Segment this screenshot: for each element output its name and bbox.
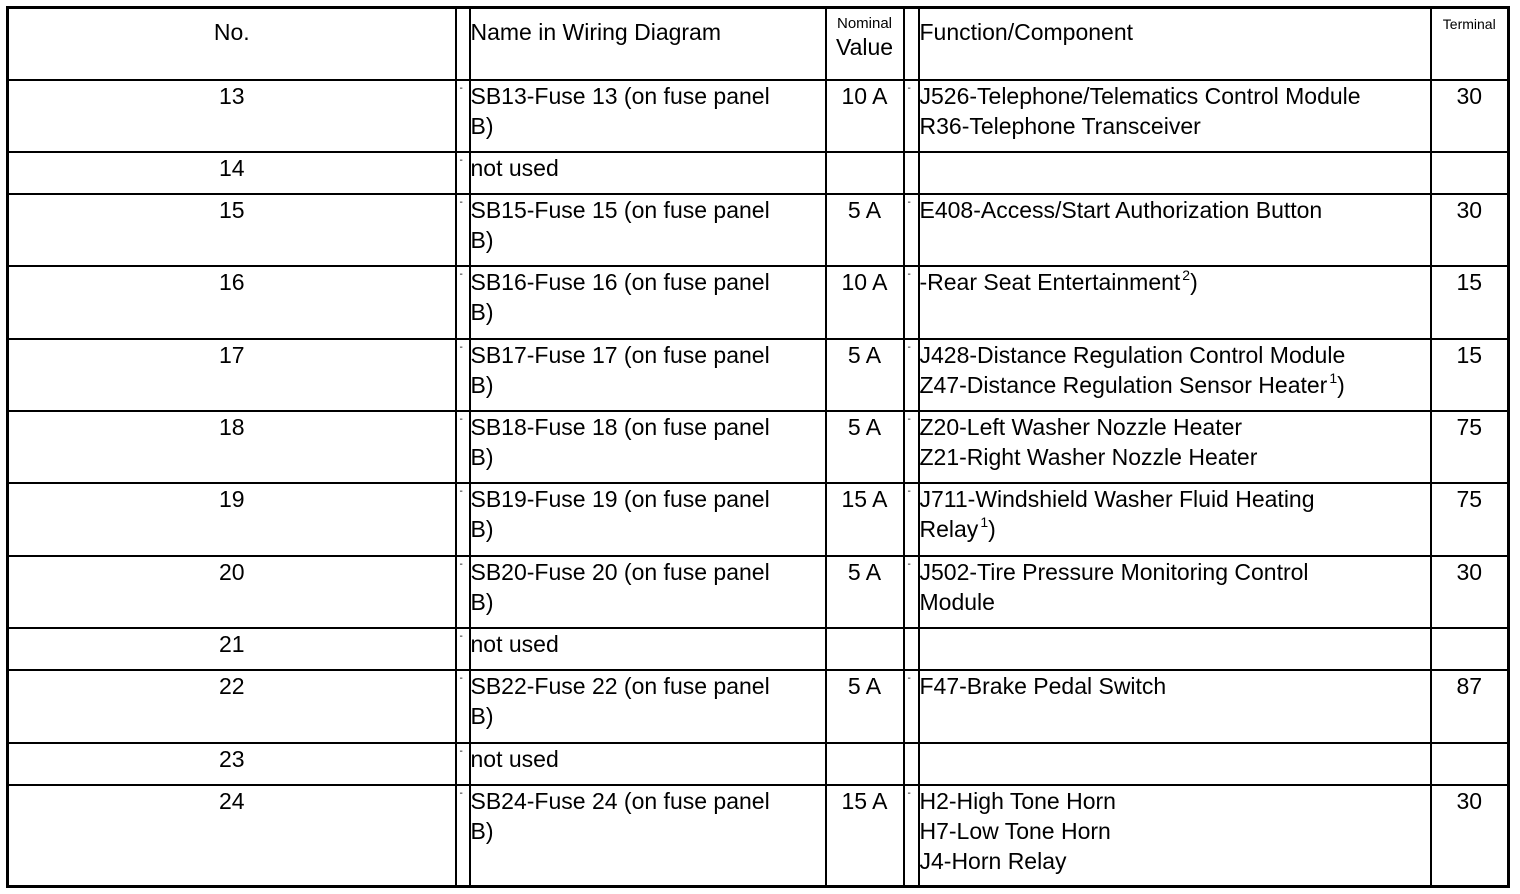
table-row: [8, 556, 1509, 628]
fuse-table: [6, 6, 1510, 888]
gap-cell: [904, 628, 919, 670]
wiring-name-line: B): [470, 588, 494, 615]
component-line: F47-Brake Pedal Switch: [919, 673, 1167, 700]
gap-cell: [904, 152, 919, 194]
row-marker: -: [459, 269, 463, 281]
component-line: Module: [919, 588, 995, 615]
function-component: [919, 411, 1431, 483]
nominal-value: [826, 152, 904, 194]
gap-cell: [456, 628, 470, 670]
row-marker: -: [459, 341, 463, 353]
fuse-number: 18: [8, 411, 456, 483]
header-value: [826, 8, 904, 80]
wiring-name-line: B): [470, 444, 494, 471]
header-terminal-label: Terminal: [1442, 16, 1496, 32]
header-gap: [456, 8, 470, 80]
wiring-name-line: not used: [470, 154, 559, 181]
component-line: J526-Telephone/Telematics Control Module: [919, 82, 1361, 109]
wiring-name-line: SB13-Fuse 13 (on fuse panel: [470, 82, 770, 109]
wiring-name: [470, 266, 826, 338]
function-component: [919, 556, 1431, 628]
wiring-name-line: SB22-Fuse 22 (on fuse panel: [470, 673, 770, 700]
component-line: Z21-Right Washer Nozzle Heater: [919, 444, 1258, 471]
wiring-name-line: B): [470, 817, 494, 844]
table-row: [8, 266, 1509, 338]
fuse-number: 22: [8, 670, 456, 742]
table-row: [8, 339, 1509, 411]
row-marker: -: [459, 82, 463, 94]
table-row: [8, 743, 1509, 785]
terminal: 75: [1431, 483, 1509, 555]
wiring-name-line: SB15-Fuse 15 (on fuse panel: [470, 197, 770, 224]
header-gap: [904, 8, 919, 80]
gap-cell: [456, 80, 470, 152]
row-marker: -: [907, 269, 911, 281]
function-component: [919, 628, 1431, 670]
terminal: 75: [1431, 411, 1509, 483]
nominal-value: 15 A: [826, 483, 904, 555]
terminal: 15: [1431, 339, 1509, 411]
wiring-name: [470, 411, 826, 483]
table-row: [8, 785, 1509, 887]
wiring-name-line: SB24-Fuse 24 (on fuse panel: [470, 787, 770, 814]
row-marker: -: [907, 486, 911, 498]
nominal-value: [826, 628, 904, 670]
table-row: [8, 194, 1509, 266]
row-marker: -: [907, 787, 911, 799]
gap-cell: [456, 670, 470, 742]
row-marker: -: [459, 631, 463, 643]
wiring-name-line: B): [470, 112, 494, 139]
row-marker: -: [459, 745, 463, 757]
wiring-name: [470, 670, 826, 742]
table-row: [8, 483, 1509, 555]
table-row: [8, 628, 1509, 670]
header-name: Name in Wiring Diagram: [470, 8, 826, 80]
table-row: [8, 152, 1509, 194]
wiring-name-line: B): [470, 299, 494, 326]
gap-cell: [456, 339, 470, 411]
component-line: J711-Windshield Washer Fluid Heating: [919, 486, 1315, 513]
gap-cell: [456, 152, 470, 194]
wiring-name: [470, 628, 826, 670]
gap-cell: [904, 266, 919, 338]
wiring-name-line: B): [470, 227, 494, 254]
fuse-number: 24: [8, 785, 456, 887]
gap-cell: [904, 785, 919, 887]
component-line: Relay $^1$): [919, 514, 996, 543]
terminal: 30: [1431, 80, 1509, 152]
nominal-value: 5 A: [826, 556, 904, 628]
terminal: 30: [1431, 556, 1509, 628]
fuse-number: 23: [8, 743, 456, 785]
gap-cell: [456, 556, 470, 628]
row-marker: -: [459, 673, 463, 685]
table-row: [8, 670, 1509, 742]
table-row: [8, 80, 1509, 152]
wiring-name: [470, 339, 826, 411]
header-value-small: Nominal: [836, 15, 893, 32]
function-component: [919, 483, 1431, 555]
terminal: 30: [1431, 785, 1509, 887]
wiring-name-line: SB18-Fuse 18 (on fuse panel: [470, 414, 770, 441]
wiring-name-line: B): [470, 703, 494, 730]
terminal: [1431, 743, 1509, 785]
fuse-number: 13: [8, 80, 456, 152]
fuse-number: 21: [8, 628, 456, 670]
nominal-value: 5 A: [826, 194, 904, 266]
component-line: J428-Distance Regulation Control Module: [919, 341, 1346, 368]
gap-cell: [456, 483, 470, 555]
component-line: R36-Telephone Transceiver: [919, 112, 1201, 139]
wiring-name: [470, 152, 826, 194]
gap-cell: [904, 670, 919, 742]
row-marker: -: [907, 197, 911, 209]
gap-cell: [904, 556, 919, 628]
wiring-name: [470, 556, 826, 628]
wiring-name: [470, 483, 826, 555]
wiring-name-line: SB20-Fuse 20 (on fuse panel: [470, 558, 770, 585]
terminal: 30: [1431, 194, 1509, 266]
footnote-ref: 2: [1182, 267, 1191, 284]
gap-cell: [456, 194, 470, 266]
nominal-value: 5 A: [826, 411, 904, 483]
fuse-number: 14: [8, 152, 456, 194]
component-line: -Rear Seat Entertainment $^2$): [919, 267, 1198, 296]
nominal-value: 5 A: [826, 339, 904, 411]
nominal-value: 10 A: [826, 80, 904, 152]
row-marker: -: [459, 558, 463, 570]
function-component: [919, 670, 1431, 742]
header-no: No.: [8, 8, 456, 80]
wiring-name: [470, 743, 826, 785]
row-marker: -: [907, 82, 911, 94]
function-component: [919, 339, 1431, 411]
gap-cell: [904, 483, 919, 555]
function-component: [919, 80, 1431, 152]
nominal-value: [826, 743, 904, 785]
wiring-name-line: not used: [470, 745, 559, 772]
component-line: E408-Access/Start Authorization Button: [919, 197, 1323, 224]
wiring-name-line: B): [470, 371, 494, 398]
table-row: [8, 411, 1509, 483]
gap-cell: [904, 80, 919, 152]
gap-cell: [904, 194, 919, 266]
component-line: J502-Tire Pressure Monitoring Control: [919, 558, 1309, 585]
footnote-ref: 1: [1329, 369, 1338, 386]
row-marker: -: [459, 486, 463, 498]
nominal-value: 5 A: [826, 670, 904, 742]
footnote-ref: 1: [980, 514, 989, 531]
function-component: [919, 152, 1431, 194]
fuse-number: 17: [8, 339, 456, 411]
component-line: H2-High Tone Horn: [919, 787, 1116, 814]
terminal: 15: [1431, 266, 1509, 338]
header-row: [8, 8, 1509, 80]
function-component: [919, 785, 1431, 887]
wiring-name-line: SB19-Fuse 19 (on fuse panel: [470, 486, 770, 513]
table-body: [8, 80, 1509, 887]
fuse-number: 15: [8, 194, 456, 266]
component-line: Z47-Distance Regulation Sensor Heater $^1$): [919, 369, 1345, 398]
fuse-number: 19: [8, 483, 456, 555]
function-component: [919, 194, 1431, 266]
gap-cell: [904, 743, 919, 785]
gap-cell: [456, 743, 470, 785]
row-marker: -: [907, 673, 911, 685]
row-marker: -: [907, 558, 911, 570]
gap-cell: [904, 411, 919, 483]
component-line: Z20-Left Washer Nozzle Heater: [919, 414, 1243, 441]
gap-cell: [456, 785, 470, 887]
wiring-name-line: not used: [470, 631, 559, 658]
terminal: [1431, 152, 1509, 194]
header-terminal: [1431, 8, 1509, 80]
wiring-name-line: SB16-Fuse 16 (on fuse panel: [470, 269, 770, 296]
fuse-number: 20: [8, 556, 456, 628]
wiring-name: [470, 785, 826, 887]
function-component: [919, 266, 1431, 338]
row-marker: -: [459, 787, 463, 799]
gap-cell: [456, 266, 470, 338]
gap-cell: [904, 339, 919, 411]
function-component: [919, 743, 1431, 785]
wiring-name: [470, 80, 826, 152]
wiring-name: [470, 194, 826, 266]
row-marker: -: [459, 414, 463, 426]
wiring-name-line: B): [470, 516, 494, 543]
component-line: H7-Low Tone Horn: [919, 817, 1111, 844]
fuse-number: 16: [8, 266, 456, 338]
row-marker: -: [907, 414, 911, 426]
terminal: 87: [1431, 670, 1509, 742]
nominal-value: 15 A: [826, 785, 904, 887]
gap-cell: [456, 411, 470, 483]
row-marker: -: [459, 197, 463, 209]
row-marker: -: [907, 341, 911, 353]
component-line: J4-Horn Relay: [919, 847, 1067, 874]
wiring-name-line: SB17-Fuse 17 (on fuse panel: [470, 341, 770, 368]
header-value-big: Value: [835, 34, 894, 60]
nominal-value: 10 A: [826, 266, 904, 338]
row-marker: -: [459, 154, 463, 166]
terminal: [1431, 628, 1509, 670]
header-function: Function/Component: [919, 8, 1431, 80]
